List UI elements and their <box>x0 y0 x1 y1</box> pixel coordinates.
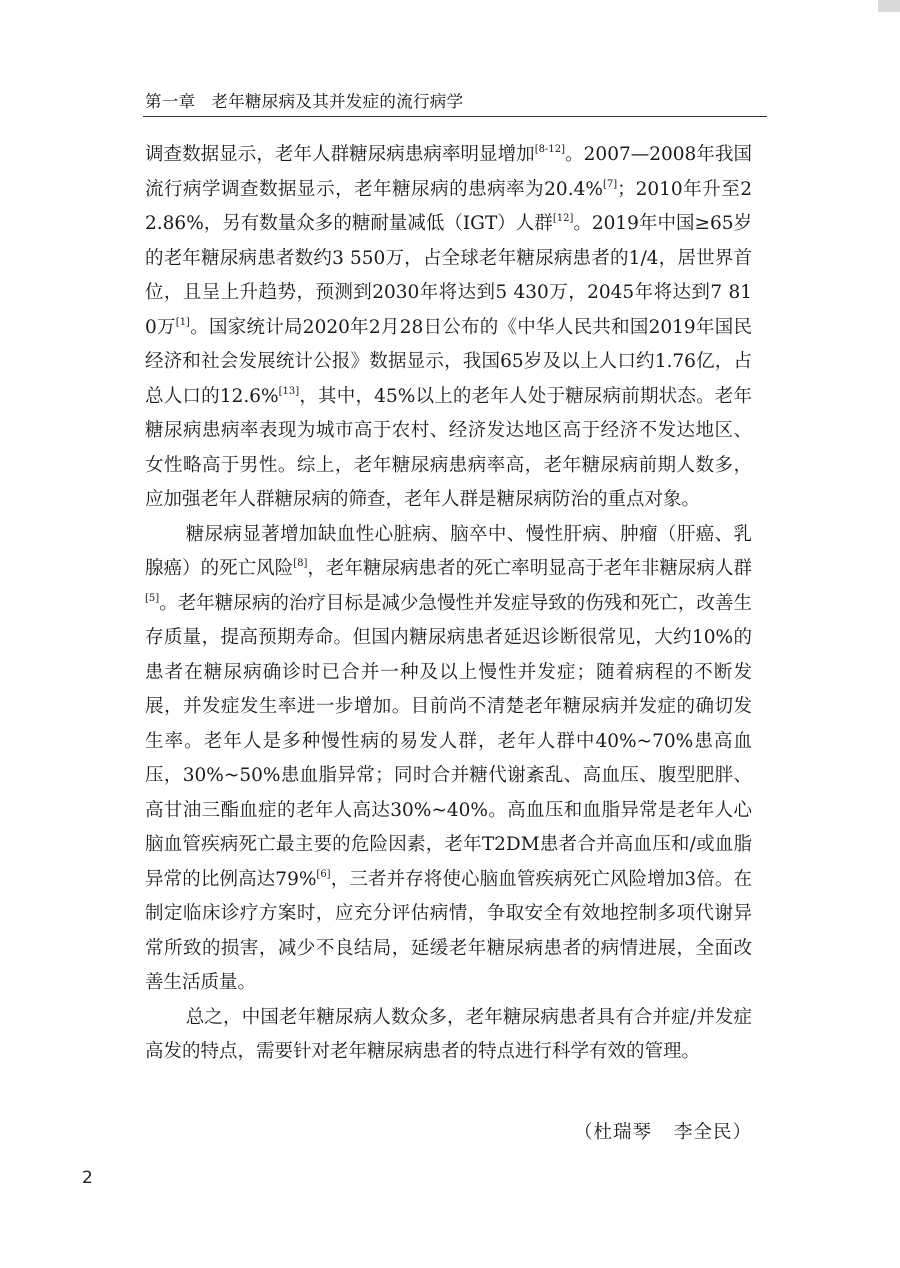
author-open-paren: （ <box>573 1122 594 1143</box>
citation: [5] <box>145 592 160 604</box>
text-segment: 调查数据显示，老年人群糖尿病患病率明显增加 <box>145 144 535 165</box>
header-rule <box>143 116 767 117</box>
author-close-paren: ） <box>732 1122 752 1143</box>
text-segment: 糖尿病显著增加缺血性心脏病、脑卒中、慢性肝病、肿瘤（肝癌、乳腺癌）的死亡风险 <box>145 523 752 579</box>
text-segment: ，老年糖尿病患者的死亡率明显高于老年非糖尿病人群 <box>307 558 752 579</box>
corner-crop-mark <box>878 0 900 12</box>
body-text <box>145 138 752 1070</box>
text-segment: 。国家统计局2020年2月28日公布的《中华人民共和国2019年国民经济和社会发展统计公报》数据显示，我国65岁及以上人口约1.76亿，占总人口的12.6% <box>145 316 752 407</box>
paragraph <box>145 518 752 1001</box>
text-segment: ，其中，45%以上的老年人处于糖尿病前期状态。老年糖尿病患病率表现为城市高于农村、经济发达地区高于经济不发达地区、女性略高于男性。综上，老年糖尿病患病率高，老年糖尿病前期人数多，应加强老年人群糖尿病的筛查，老年人群是糖尿病防治的重点对象。 <box>145 385 753 510</box>
text-segment: 。2019年中国≥65岁的老年糖尿病患者数约3 550万，占全球老年糖尿病患者的1/4，居世界首位，且呈上升趋势，预测到2030年将达到5 430万，2045年将达到7 810万 <box>145 213 753 338</box>
running-header <box>145 88 463 112</box>
citation: [6] <box>316 868 331 880</box>
citation: [7] <box>602 178 618 190</box>
chapter-title: 老年糖尿病及其并发症的流行病学 <box>211 92 464 111</box>
page-number: 2 <box>82 1168 93 1188</box>
citation: [12] <box>552 213 574 224</box>
text-segment: 。老年糖尿病的治疗目标是减少急慢性并发症导致的伤残和死亡，改善生存质量，提高预期寿命。但国内糖尿病患者延迟诊断很常见，大约10%的患者在糖尿病确诊时已合并一种及以上慢性并发症；随着病程的不断发展，并发症发生率进一步增加。目前尚不清楚老年糖尿病并发症的确切发生率。老年人是多种慢性病的易发人群，老年人群中40%~70%患高血压，30%~50%患血脂异常；同时合并糖代谢紊乱、高血压、腹型肥胖、高甘油三酯血症的老年人高达30%~40%。高血压和血脂异常是老年人心脑血管疾病死亡最主要的危险因素，老年T2DM患者合并高血压和/或血脂异常的比例高达79% <box>145 592 752 890</box>
paragraph-continued <box>145 138 752 518</box>
citation: [13] <box>278 385 300 397</box>
text-segment: 总之，中国老年糖尿病人数众多，老年糖尿病患者具有合并症/并发症高发的特点，需要针对老年糖尿病患者的特点进行科学有效的管理。 <box>145 1006 752 1062</box>
text-segment: ；2010年升至22.86%，另有数量众多的糖耐量减低（IGT）人群 <box>145 178 752 234</box>
author-line <box>574 1118 752 1144</box>
citation: [1] <box>175 316 190 328</box>
chapter-label: 第一章 <box>145 92 196 111</box>
citation: [8-12] <box>534 144 566 155</box>
paragraph <box>145 1001 752 1070</box>
author-name: 李全民 <box>673 1122 733 1143</box>
citation: [8] <box>293 558 308 569</box>
author-name: 杜瑞琴 <box>593 1122 652 1143</box>
text-segment: 。2007—2008年我国流行病学调查数据显示，老年糖尿病的患病率为20.4% <box>145 144 752 200</box>
text-segment: ，三者并存将使心脑血管疾病死亡风险增加3倍。在制定临床诊疗方案时，应充分评估病情，争取安全有效地控制多项代谢异常所致的损害，减少不良结局，延缓老年糖尿病患者的病情进展，全面改善生活质量。 <box>145 868 752 993</box>
